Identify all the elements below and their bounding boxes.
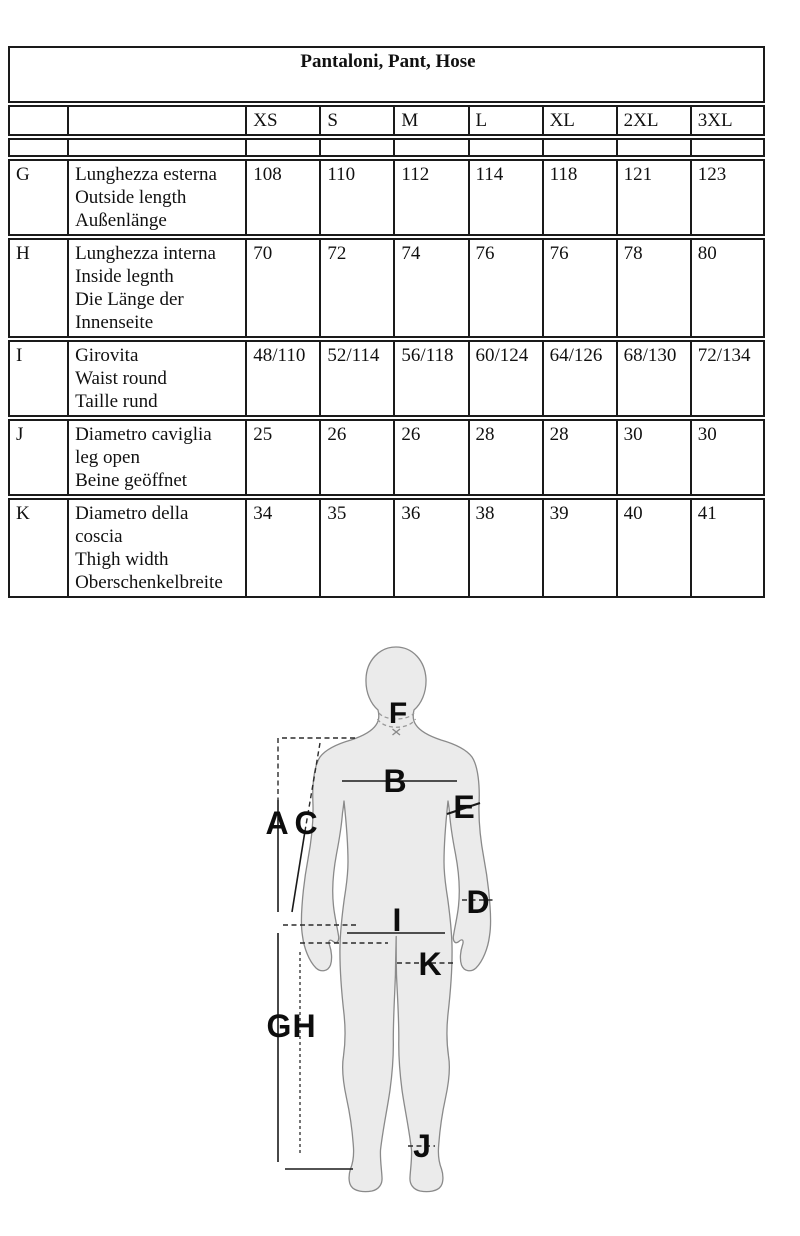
size-value: 72	[319, 238, 393, 338]
empty-cell	[67, 138, 245, 157]
empty-cell	[245, 138, 319, 157]
size-header: XS	[245, 105, 319, 136]
row-label-line: Lunghezza esterna	[75, 164, 217, 185]
size-value: 78	[616, 238, 690, 338]
empty-cell	[319, 138, 393, 157]
row-label-line: Lunghezza interna	[75, 243, 216, 264]
size-header: 2XL	[616, 105, 690, 136]
row-label-line: Thigh width	[75, 549, 169, 570]
row-label-line: Taille rund	[75, 391, 158, 412]
size-value: 123	[690, 159, 765, 236]
size-value: 60/124	[468, 340, 542, 417]
size-value: 108	[245, 159, 319, 236]
size-value: 112	[393, 159, 467, 236]
size-value: 118	[542, 159, 616, 236]
size-chart-table	[8, 44, 765, 600]
row-label-line: Oberschenkelbreite	[75, 572, 223, 593]
row-label-line: leg open	[75, 447, 140, 468]
row-label-line: Diametro caviglia	[75, 424, 212, 445]
empty-cell	[67, 105, 245, 136]
measurement-letter-f: F	[388, 697, 408, 730]
measurement-letter-b: B	[383, 763, 407, 799]
row-label	[67, 238, 245, 338]
size-value: 48/110	[245, 340, 319, 417]
empty-cell	[468, 138, 542, 157]
size-header: M	[393, 105, 467, 136]
empty-cell	[616, 138, 690, 157]
size-value: 76	[468, 238, 542, 338]
size-value: 56/118	[393, 340, 467, 417]
table-row	[8, 238, 765, 338]
table-row	[8, 419, 765, 496]
row-key: H	[8, 238, 67, 338]
measurement-letter-i: I	[392, 902, 402, 938]
table-row	[8, 159, 765, 236]
size-value: 28	[542, 419, 616, 496]
empty-cell	[8, 138, 67, 157]
measurement-letter-e: E	[453, 789, 475, 825]
size-value: 64/126	[542, 340, 616, 417]
size-value: 26	[393, 419, 467, 496]
row-label	[67, 419, 245, 496]
size-value: 72/134	[690, 340, 765, 417]
size-value: 114	[468, 159, 542, 236]
measurement-letter-g: G	[266, 1008, 292, 1044]
row-label-line: Waist round	[75, 368, 167, 389]
row-label-line: coscia	[75, 526, 123, 547]
row-label-line: Die Länge der	[75, 289, 184, 310]
size-value: 30	[690, 419, 765, 496]
row-label-line: Innenseite	[75, 312, 154, 333]
table-title: Pantaloni, Pant, Hose	[8, 46, 765, 103]
size-value: 30	[616, 419, 690, 496]
size-header: S	[319, 105, 393, 136]
row-label	[67, 340, 245, 417]
size-value: 38	[468, 498, 542, 598]
row-label-line: Diametro della	[75, 503, 189, 524]
spacer-row	[8, 138, 765, 157]
size-value: 39	[542, 498, 616, 598]
row-label-line: Inside legnth	[75, 266, 174, 287]
table-row	[8, 340, 765, 417]
row-key: G	[8, 159, 67, 236]
row-label-line: Außenlänge	[75, 210, 167, 231]
row-key: K	[8, 498, 67, 598]
size-value: 40	[616, 498, 690, 598]
table-row	[8, 498, 765, 598]
size-value: 52/114	[319, 340, 393, 417]
size-value: 110	[319, 159, 393, 236]
row-label-line: Outside length	[75, 187, 187, 208]
row-label-line: Beine geöffnet	[75, 470, 188, 491]
empty-cell	[8, 105, 67, 136]
size-value: 25	[245, 419, 319, 496]
row-label	[67, 159, 245, 236]
size-value: 26	[319, 419, 393, 496]
measurement-letter-d: D	[466, 884, 490, 920]
measurement-letter-j: J	[413, 1128, 431, 1164]
size-value: 74	[393, 238, 467, 338]
size-value: 121	[616, 159, 690, 236]
size-value: 35	[319, 498, 393, 598]
size-value: 80	[690, 238, 765, 338]
empty-cell	[393, 138, 467, 157]
measurement-letter-c: C	[294, 805, 318, 841]
measurement-letter-h: H	[292, 1008, 316, 1044]
size-value: 76	[542, 238, 616, 338]
size-value: 41	[690, 498, 765, 598]
title-row	[8, 46, 765, 103]
size-value: 68/130	[616, 340, 690, 417]
size-value: 34	[245, 498, 319, 598]
size-header: XL	[542, 105, 616, 136]
size-value: 28	[468, 419, 542, 496]
row-label	[67, 498, 245, 598]
measurement-letter-a: A	[265, 805, 289, 841]
figure-svg	[240, 628, 560, 1208]
row-label-line: Girovita	[75, 345, 139, 366]
size-header: 3XL	[690, 105, 765, 136]
empty-cell	[542, 138, 616, 157]
size-value: 36	[393, 498, 467, 598]
empty-cell	[690, 138, 765, 157]
measurement-letter-k: K	[418, 946, 442, 982]
size-value: 70	[245, 238, 319, 338]
size-header-row	[8, 105, 765, 136]
size-header: L	[468, 105, 542, 136]
row-key: I	[8, 340, 67, 417]
row-key: J	[8, 419, 67, 496]
